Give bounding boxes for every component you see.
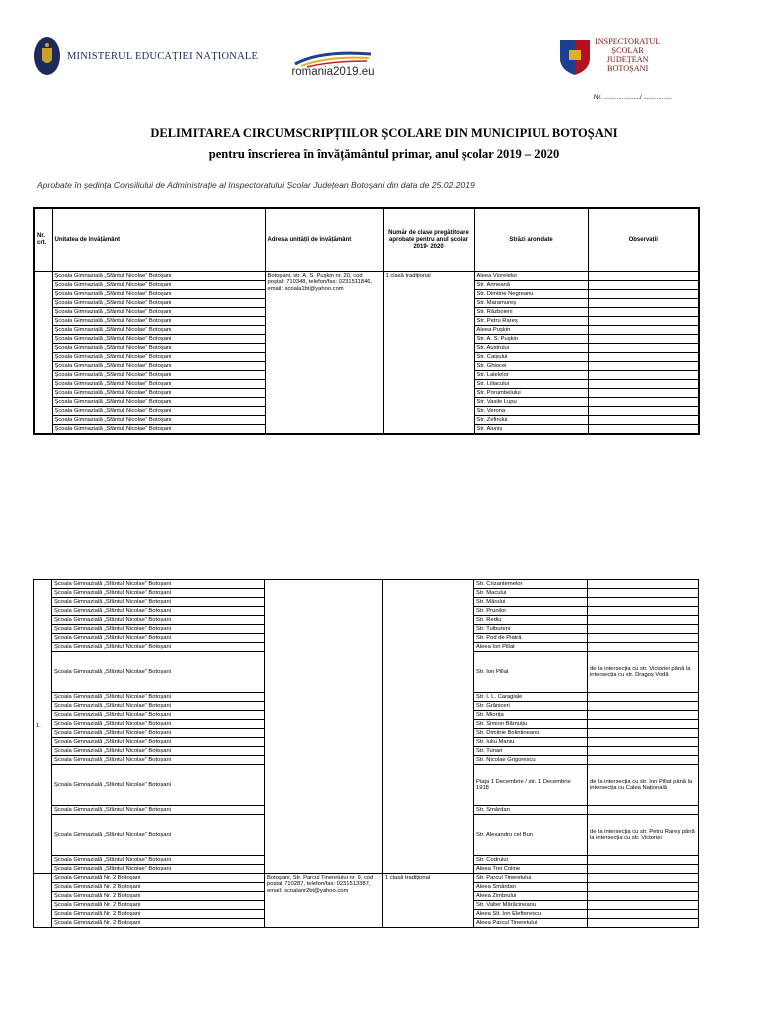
street-cell: Str. Pod de Piatră <box>474 634 588 643</box>
school-name-cell: Școala Gimnazială „Sfântul Nicolae” Botoșani <box>52 598 265 607</box>
notes-cell: de la intersecția cu str. Victoriei până la intersecția cu str. Dragoș Vodă <box>588 652 699 693</box>
school-name-cell: Școala Gimnazială „Sfântul Nicolae” Botoșani <box>52 344 265 353</box>
school-address-cell: Botoșani, Str. Parcul Tineretului nr. 9, cod poștal 710287, telefon/fax: 0231513387, email: scoalanr2bt@yahoo.com <box>265 874 383 928</box>
street-cell: Str. Dimitrie Negreanu <box>474 290 588 299</box>
school-name-cell: Școala Gimnazială „Sfântul Nicolae” Botoșani <box>52 335 265 344</box>
notes-cell <box>588 398 699 407</box>
street-cell: Aleea Slt. Ion Elefterescu <box>474 910 588 919</box>
circumscription-table-page1 <box>33 207 700 435</box>
street-cell: Str. Mărului <box>474 598 588 607</box>
street-cell: Aleea Trei Coline <box>474 865 588 874</box>
school-name-cell: Școala Gimnazială „Sfântul Nicolae” Botoșani <box>52 362 265 371</box>
school-name-cell: Școala Gimnazială „Sfântul Nicolae” Botoșani <box>52 643 265 652</box>
school-name-cell: Școala Gimnazială „Sfântul Nicolae” Botoșani <box>52 765 265 806</box>
street-cell: Aleea Pușkin <box>474 326 588 335</box>
school-name-cell: Școala Gimnazială „Sfântul Nicolae” Botoșani <box>52 738 265 747</box>
table-row <box>34 272 699 281</box>
document-title: DELIMITAREA CIRCUMSCRIPȚIILOR ȘCOLARE DIN MUNICIPIUL BOTOȘANI <box>150 126 618 140</box>
notes-cell: de la intersecția cu str. Petru Rareș până la intersecția cu str. Victoriei <box>588 815 699 856</box>
notes-cell <box>588 634 699 643</box>
school-name-cell: Școala Gimnazială Nr. 2 Botoșani <box>52 883 265 892</box>
notes-cell <box>588 856 699 865</box>
school-name-cell: Școala Gimnazială „Sfântul Nicolae” Botoșani <box>52 389 265 398</box>
street-cell: Str. Simion Bărnuțiu <box>474 720 588 729</box>
school-name-cell: Școala Gimnazială „Sfântul Nicolae” Botoșani <box>52 625 265 634</box>
notes-cell <box>588 389 699 398</box>
school-address-cell <box>265 580 383 874</box>
classes-cell <box>383 580 474 874</box>
notes-cell <box>588 425 699 435</box>
notes-cell <box>588 643 699 652</box>
school-name-cell: Școala Gimnazială „Sfântul Nicolae” Botoșani <box>52 815 265 856</box>
romania2019-text: romania2019.eu <box>291 66 375 78</box>
registration-number: Nr. ....................../ ................. <box>594 95 672 101</box>
notes-cell <box>588 720 699 729</box>
notes-cell <box>588 272 699 281</box>
table-header-row <box>34 208 699 272</box>
school-name-cell: Școala Gimnazială „Sfântul Nicolae” Botoșani <box>52 580 265 589</box>
circumscription-table-page2 <box>33 579 699 928</box>
classes-cell: 1 clasă tradițional <box>383 874 474 928</box>
school-name-cell: Școala Gimnazială Nr. 2 Botoșani <box>52 910 265 919</box>
street-cell: Str. Dimitrie Bolintineanu <box>474 729 588 738</box>
school-name-cell: Școala Gimnazială „Sfântul Nicolae” Botoșani <box>52 407 265 416</box>
notes-cell: de la intersecția cu str. Ion Pillat până la intersecția cu Calea Națională <box>588 765 699 806</box>
street-cell: Str. Alexandru cel Bun <box>474 815 588 856</box>
notes-cell <box>588 747 699 756</box>
notes-cell <box>588 711 699 720</box>
notes-cell <box>588 892 699 901</box>
street-cell: Piața 1 Decembrie / str. 1 Decembrie 1918 <box>474 765 588 806</box>
notes-cell <box>588 729 699 738</box>
street-cell: Aleea Smârdan <box>474 883 588 892</box>
notes-cell <box>588 299 699 308</box>
notes-cell <box>588 335 699 344</box>
school-name-cell: Școala Gimnazială „Sfântul Nicolae” Botoșani <box>52 806 265 815</box>
notes-cell <box>588 598 699 607</box>
school-name-cell: Școala Gimnazială „Sfântul Nicolae” Botoșani <box>52 693 265 702</box>
school-name-cell: Școala Gimnazială „Sfântul Nicolae” Botoșani <box>52 652 265 693</box>
notes-cell <box>588 308 699 317</box>
school-address-cell: Botoșani, str. A. S. Pușkin nr. 20, cod poștal: 710348, telefon/fax: 0231511846, email: scoala1bt@yahoo.com <box>265 272 383 435</box>
street-cell: Str. Smârdan <box>474 806 588 815</box>
street-cell: Str. Rediu <box>474 616 588 625</box>
notes-cell <box>588 806 699 815</box>
notes-cell <box>588 353 699 362</box>
street-cell: Str. Valter Mărăcineanu <box>474 901 588 910</box>
notes-cell <box>588 371 699 380</box>
notes-cell <box>588 290 699 299</box>
school-name-cell: Școala Gimnazială „Sfântul Nicolae” Botoșani <box>52 856 265 865</box>
notes-cell <box>588 756 699 765</box>
notes-cell <box>588 865 699 874</box>
notes-cell <box>588 883 699 892</box>
school-name-cell: Școala Gimnazială „Sfântul Nicolae” Botoșani <box>52 272 265 281</box>
street-cell: Str. Crizantemelor <box>474 580 588 589</box>
column-header-notes: Observații <box>588 208 699 272</box>
school-name-cell: Școala Gimnazială „Sfântul Nicolae” Botoșani <box>52 281 265 290</box>
street-cell: Str. Macului <box>474 589 588 598</box>
street-cell: Str. Miorița <box>474 711 588 720</box>
school-name-cell: Școala Gimnazială Nr. 2 Botoșani <box>52 901 265 910</box>
street-cell: Str. Tulbureni <box>474 625 588 634</box>
notes-cell <box>588 901 699 910</box>
romania2019-logo <box>283 48 383 78</box>
street-cell: Aleea Parcul Tineretului <box>474 919 588 928</box>
street-cell: Str. Grăniceri <box>474 702 588 711</box>
notes-cell <box>588 281 699 290</box>
school-name-cell: Școala Gimnazială „Sfântul Nicolae” Botoșani <box>52 729 265 738</box>
street-cell: Str. Lalelelor <box>474 371 588 380</box>
street-cell: Str. Caișului <box>474 353 588 362</box>
notes-cell <box>588 416 699 425</box>
school-name-cell: Școala Gimnazială „Sfântul Nicolae” Botoșani <box>52 616 265 625</box>
street-cell: Str. Ghiocei <box>474 362 588 371</box>
school-name-cell: Școala Gimnazială „Sfântul Nicolae” Botoșani <box>52 702 265 711</box>
isj-crest-icon <box>557 36 593 76</box>
school-name-cell: Școala Gimnazială „Sfântul Nicolae” Botoșani <box>52 380 265 389</box>
notes-cell <box>588 738 699 747</box>
notes-cell <box>588 607 699 616</box>
school-name-cell: Școala Gimnazială „Sfântul Nicolae” Botoșani <box>52 607 265 616</box>
street-cell: Str. Austrului <box>474 344 588 353</box>
ministry-logo <box>33 36 258 76</box>
school-name-cell: Școala Gimnazială „Sfântul Nicolae” Botoșani <box>52 299 265 308</box>
notes-cell <box>588 580 699 589</box>
school-name-cell: Școala Gimnazială „Sfântul Nicolae” Botoșani <box>52 425 265 435</box>
school-name-cell: Școala Gimnazială „Sfântul Nicolae” Botoșani <box>52 720 265 729</box>
street-cell: Str. Petru Rareș <box>474 317 588 326</box>
notes-cell <box>588 362 699 371</box>
notes-cell <box>588 910 699 919</box>
column-header-nr: Nr. crt. <box>34 208 52 272</box>
street-cell: Aleea Ion Pillat <box>474 643 588 652</box>
nr-cell <box>34 272 52 435</box>
school-name-cell: Școala Gimnazială „Sfântul Nicolae” Botoșani <box>52 416 265 425</box>
isj-name: INSPECTORATUL ȘCOLAR JUDEȚEAN BOTOȘANI <box>595 37 661 73</box>
column-header-classes: Număr de clase pregătitoare aprobate pentru anul școlar 2019- 2020 <box>383 208 474 272</box>
notes-cell <box>588 625 699 634</box>
approval-note: Aprobate în ședința Consiliului de Administrație al Inspectoratului Școlar Județean Botoșani din data de 25.02.2019 <box>37 180 475 190</box>
table-row <box>34 874 699 883</box>
column-header-streets: Străzi arondate <box>474 208 588 272</box>
document-subtitle: pentru înscrierea în învățământul primar, anul școlar 2019 – 2020 <box>208 147 560 161</box>
street-cell: Str. Ion Pillat <box>474 652 588 693</box>
notes-cell <box>588 317 699 326</box>
notes-cell <box>588 380 699 389</box>
street-cell: Str. Verona <box>474 407 588 416</box>
street-cell: Str. Războieni <box>474 308 588 317</box>
column-header-unit: Unitatea de învățământ <box>52 208 265 272</box>
school-name-cell: Școala Gimnazială „Sfântul Nicolae” Botoșani <box>52 398 265 407</box>
street-cell: Str. Prunilor <box>474 607 588 616</box>
notes-cell <box>588 344 699 353</box>
street-cell: Str. Maramureș <box>474 299 588 308</box>
school-name-cell: Școala Gimnazială „Sfântul Nicolae” Botoșani <box>52 353 265 362</box>
notes-cell <box>588 919 699 928</box>
table-row <box>34 580 699 589</box>
column-header-address: Adresa unității de învățământ <box>265 208 383 272</box>
street-cell: Str. Liliacului <box>474 380 588 389</box>
romania2019-swoosh-icon <box>291 48 375 68</box>
street-cell: Str. Vasile Lupu <box>474 398 588 407</box>
street-cell: Aleea Zimbrului <box>474 892 588 901</box>
street-cell: Str. Tunari <box>474 747 588 756</box>
ministry-name: MINISTERUL EDUCAȚIEI NAȚIONALE <box>67 50 259 62</box>
street-cell: Aleea Viorelelor <box>474 272 588 281</box>
street-cell: Str. Zefirului <box>474 416 588 425</box>
notes-cell <box>588 702 699 711</box>
school-name-cell: Școala Gimnazială „Sfântul Nicolae” Botoșani <box>52 290 265 299</box>
school-name-cell: Școala Gimnazială „Sfântul Nicolae” Botoșani <box>52 589 265 598</box>
notes-cell <box>588 616 699 625</box>
school-name-cell: Școala Gimnazială „Sfântul Nicolae” Botoșani <box>52 308 265 317</box>
street-cell: Str. Armeană <box>474 281 588 290</box>
romania-coat-of-arms-icon <box>33 36 61 76</box>
nr-cell: 1. <box>34 580 52 874</box>
nr-cell <box>34 874 52 928</box>
school-name-cell: Școala Gimnazială „Sfântul Nicolae” Botoșani <box>52 634 265 643</box>
notes-cell <box>588 874 699 883</box>
classes-cell: 1 clasă tradițional <box>383 272 474 435</box>
school-name-cell: Școala Gimnazială Nr. 2 Botoșani <box>52 919 265 928</box>
street-cell: Str. Parcul Tineretului <box>474 874 588 883</box>
street-cell: Str. Aluniș <box>474 425 588 435</box>
school-name-cell: Școala Gimnazială „Sfântul Nicolae” Botoșani <box>52 317 265 326</box>
school-name-cell: Școala Gimnazială „Sfântul Nicolae” Botoșani <box>52 865 265 874</box>
street-cell: Str. A. S. Pușkin <box>474 335 588 344</box>
notes-cell <box>588 589 699 598</box>
street-cell: Str. Nicolae Grigorescu <box>474 756 588 765</box>
school-name-cell: Școala Gimnazială „Sfântul Nicolae” Botoșani <box>52 326 265 335</box>
school-name-cell: Școala Gimnazială „Sfântul Nicolae” Botoșani <box>52 756 265 765</box>
school-name-cell: Școala Gimnazială Nr. 2 Botoșani <box>52 892 265 901</box>
street-cell: Str. Iuliu Maniu <box>474 738 588 747</box>
school-name-cell: Școala Gimnazială Nr. 2 Botoșani <box>52 874 265 883</box>
school-name-cell: Școala Gimnazială „Sfântul Nicolae” Botoșani <box>52 747 265 756</box>
isj-logo <box>557 36 660 76</box>
street-cell: Str. Porumbelului <box>474 389 588 398</box>
notes-cell <box>588 693 699 702</box>
notes-cell <box>588 407 699 416</box>
notes-cell <box>588 326 699 335</box>
school-name-cell: Școala Gimnazială „Sfântul Nicolae” Botoșani <box>52 711 265 720</box>
street-cell: Str. I. L. Caragiale <box>474 693 588 702</box>
street-cell: Str. Codrului <box>474 856 588 865</box>
school-name-cell: Școala Gimnazială „Sfântul Nicolae” Botoșani <box>52 371 265 380</box>
